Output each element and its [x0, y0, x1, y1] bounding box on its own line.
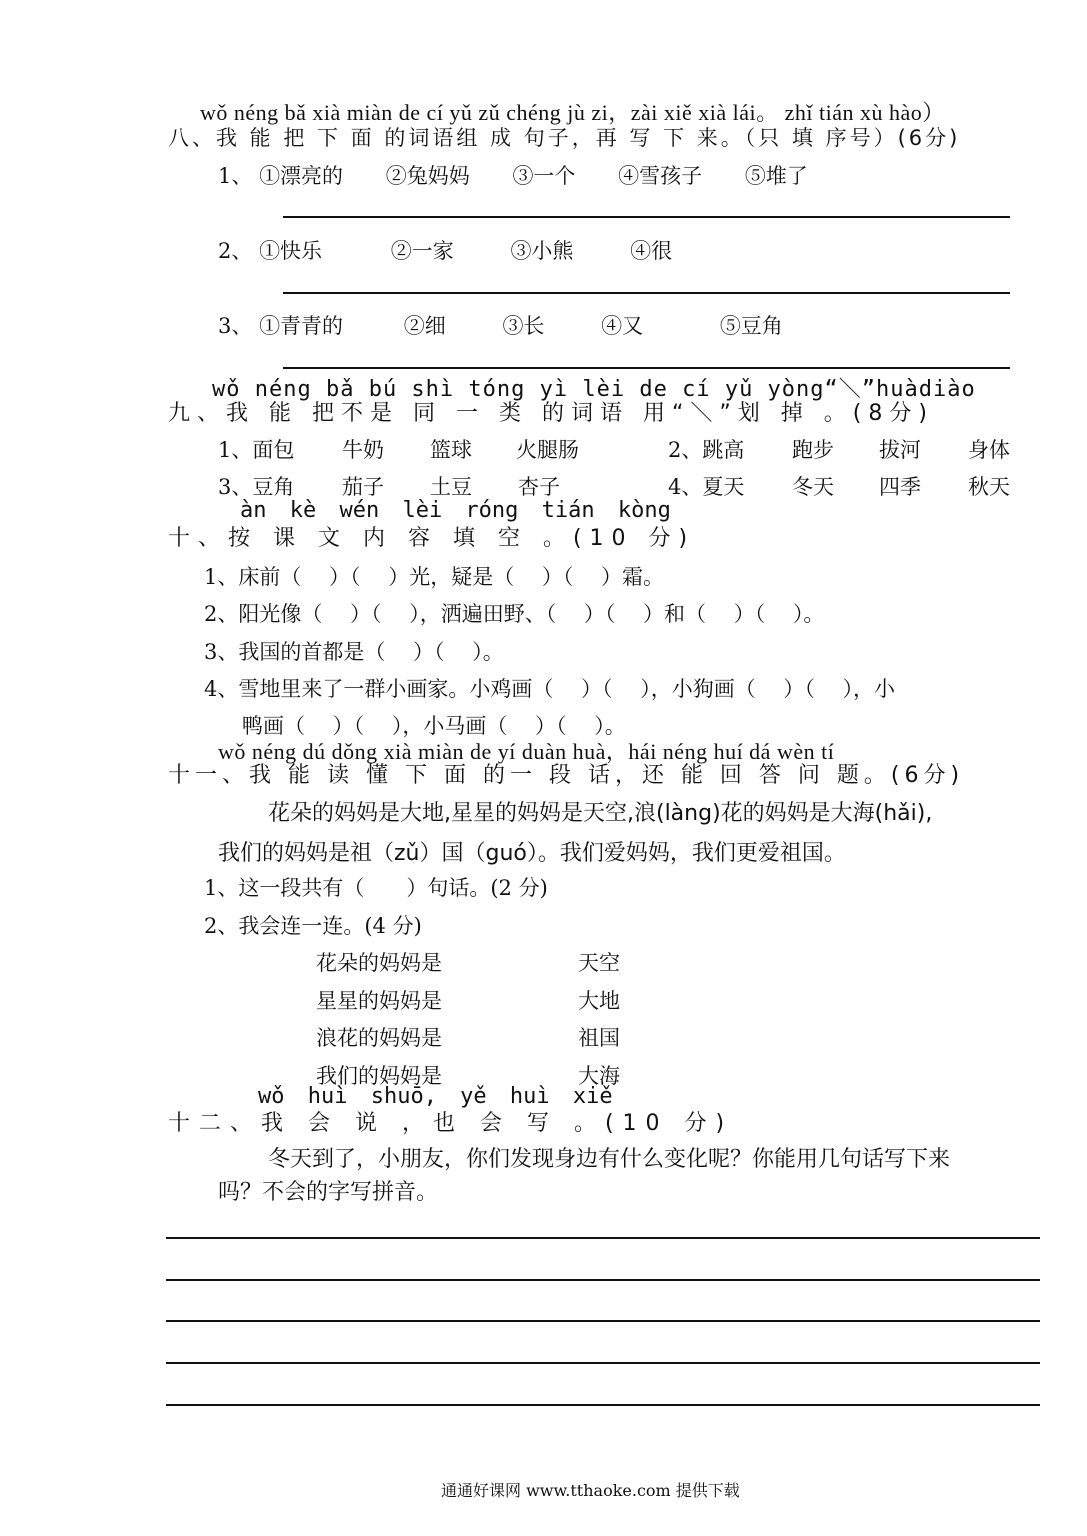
match-left[interactable]: 浪花的妈妈是 — [316, 1026, 442, 1050]
word-item[interactable]: 火腿肠 — [516, 438, 579, 462]
word-option: ③一个 — [512, 164, 576, 188]
s9-title: 九、我 能 把不是 同 一 类 的词语 用“＼”划 掉 。(8分) — [168, 401, 934, 426]
s11-q1: 1、这一段共有（ ）句话。(2 分) — [204, 876, 548, 900]
word-option: ⑤豆角 — [719, 314, 783, 338]
s10-line2: 2、阳光像（ ）（ ），洒遍田野、（ ）（ ）和（ ）（ ）。 — [204, 602, 825, 626]
s10-line4: 4、雪地里来了一群小画家。小鸡画（ ）（ ），小狗画（ ）（ ），小 — [204, 677, 896, 701]
answer-line[interactable] — [283, 367, 1010, 369]
match-left[interactable]: 星星的妈妈是 — [316, 989, 442, 1013]
writing-line[interactable] — [166, 1320, 1040, 1322]
s10-pinyin: àn kè wén lèi róng tián kòng — [240, 498, 671, 523]
s8-q3 — [218, 310, 819, 340]
s11-title: 十一、我 能 读 懂 下 面 的一 段 话，还 能 回 答 问 题。(6分) — [168, 763, 965, 788]
word-option: ④很 — [630, 239, 673, 263]
writing-line[interactable] — [166, 1279, 1040, 1281]
word-item[interactable]: 跑步 — [792, 438, 834, 462]
s12-pinyin: wǒ huì shuō, yě huì xiě — [258, 1084, 613, 1109]
word-item[interactable]: 牛奶 — [342, 438, 384, 462]
s8-q1 — [218, 160, 844, 190]
word-option: ①漂亮的 — [259, 164, 344, 188]
word-option: ④又 — [601, 314, 644, 338]
s11-para2: 我们的妈妈是祖（zǔ）国（guó）。我们爱妈妈，我们更爱祖国。 — [218, 841, 846, 866]
s9-pinyin: wǒ néng bǎ bú shì tóng yì lèi de cí yǔ yòng“＼”huàdiào — [212, 377, 976, 402]
word-option: ②兔妈妈 — [385, 164, 470, 188]
match-right[interactable]: 大地 — [578, 989, 620, 1013]
word-item[interactable]: 身体 — [968, 438, 1010, 462]
word-item[interactable]: 秋天 — [968, 475, 1010, 499]
s11-pinyin: wǒ néng dú dǒng xià miàn de yí duàn huà，hái néng huí dá wèn tí — [218, 739, 835, 764]
q-number: 1、 — [218, 164, 253, 188]
answer-line[interactable] — [283, 216, 1010, 218]
s10-line3: 3、我国的首都是（ ）（ ）。 — [204, 640, 504, 664]
s10-line1: 1、床前（ ）（ ）光，疑是（ ）（ ）霜。 — [204, 565, 665, 589]
word-option: ④雪孩子 — [618, 164, 703, 188]
word-item[interactable]: 拔河 — [879, 438, 921, 462]
word-item[interactable]: 土豆 — [430, 475, 472, 499]
word-option: ⑤堆了 — [744, 164, 808, 188]
word-item[interactable]: 4、夏天 — [668, 475, 745, 499]
word-item[interactable]: 2、跳高 — [668, 438, 745, 462]
match-left[interactable]: 花朵的妈妈是 — [316, 951, 442, 975]
s10-line5: 鸭画（ ）（ ），小马画（ ）（ ）。 — [242, 714, 626, 738]
writing-line[interactable] — [166, 1362, 1040, 1364]
match-right[interactable]: 天空 — [578, 951, 620, 975]
word-option: ①青青的 — [259, 314, 344, 338]
s11-q2: 2、我会连一连。(4 分) — [204, 914, 422, 938]
word-item[interactable]: 篮球 — [430, 438, 472, 462]
s8-pinyin: wǒ néng bǎ xià miàn de cí yǔ zǔ chéng jù zi，zài xiě xià lái。 zhǐ tián xù hào） — [200, 100, 945, 125]
q-number: 2、 — [218, 239, 253, 263]
s12-para1: 冬天到了，小朋友，你们发现身边有什么变化呢？你能用几句话写下来 — [268, 1147, 951, 1172]
word-item[interactable]: 茄子 — [342, 475, 384, 499]
writing-line[interactable] — [166, 1237, 1040, 1239]
q-number: 3、 — [218, 314, 253, 338]
word-option: ③小熊 — [510, 239, 574, 263]
match-right[interactable]: 祖国 — [578, 1026, 620, 1050]
word-option: ①快乐 — [259, 239, 323, 263]
s10-title: 十、按 课 文 内 容 填 空 。(10 分) — [168, 526, 696, 551]
word-item[interactable]: 四季 — [879, 475, 921, 499]
match-right[interactable]: 大海 — [578, 1064, 620, 1088]
word-item[interactable]: 杏子 — [518, 475, 560, 499]
word-item[interactable]: 3、豆角 — [218, 475, 295, 499]
word-option: ③长 — [502, 314, 545, 338]
s8-q2 — [218, 235, 708, 265]
writing-line[interactable] — [166, 1404, 1040, 1406]
s12-para2: 吗？不会的字写拼音。 — [218, 1180, 439, 1205]
word-item[interactable]: 1、面包 — [218, 438, 295, 462]
match-left[interactable]: 我们的妈妈是 — [316, 1064, 442, 1088]
s12-title: 十二、我 会 说 ，也 会 写 。(10 分) — [168, 1111, 734, 1136]
s8-title: 八、我 能 把 下 面 的词语组 成 句子，再 写 下 来。（只 填 序号）(6分) — [168, 126, 961, 150]
footer-text: 通通好课网 www.tthaoke.com 提供下载 — [441, 1481, 740, 1500]
answer-line[interactable] — [283, 292, 1010, 294]
word-item[interactable]: 冬天 — [792, 475, 834, 499]
word-option: ②一家 — [390, 239, 454, 263]
word-option: ②细 — [403, 314, 446, 338]
s11-para1: 花朵的妈妈是大地,星星的妈妈是天空,浪(làng)花的妈妈是大海(hǎi), — [268, 801, 933, 826]
